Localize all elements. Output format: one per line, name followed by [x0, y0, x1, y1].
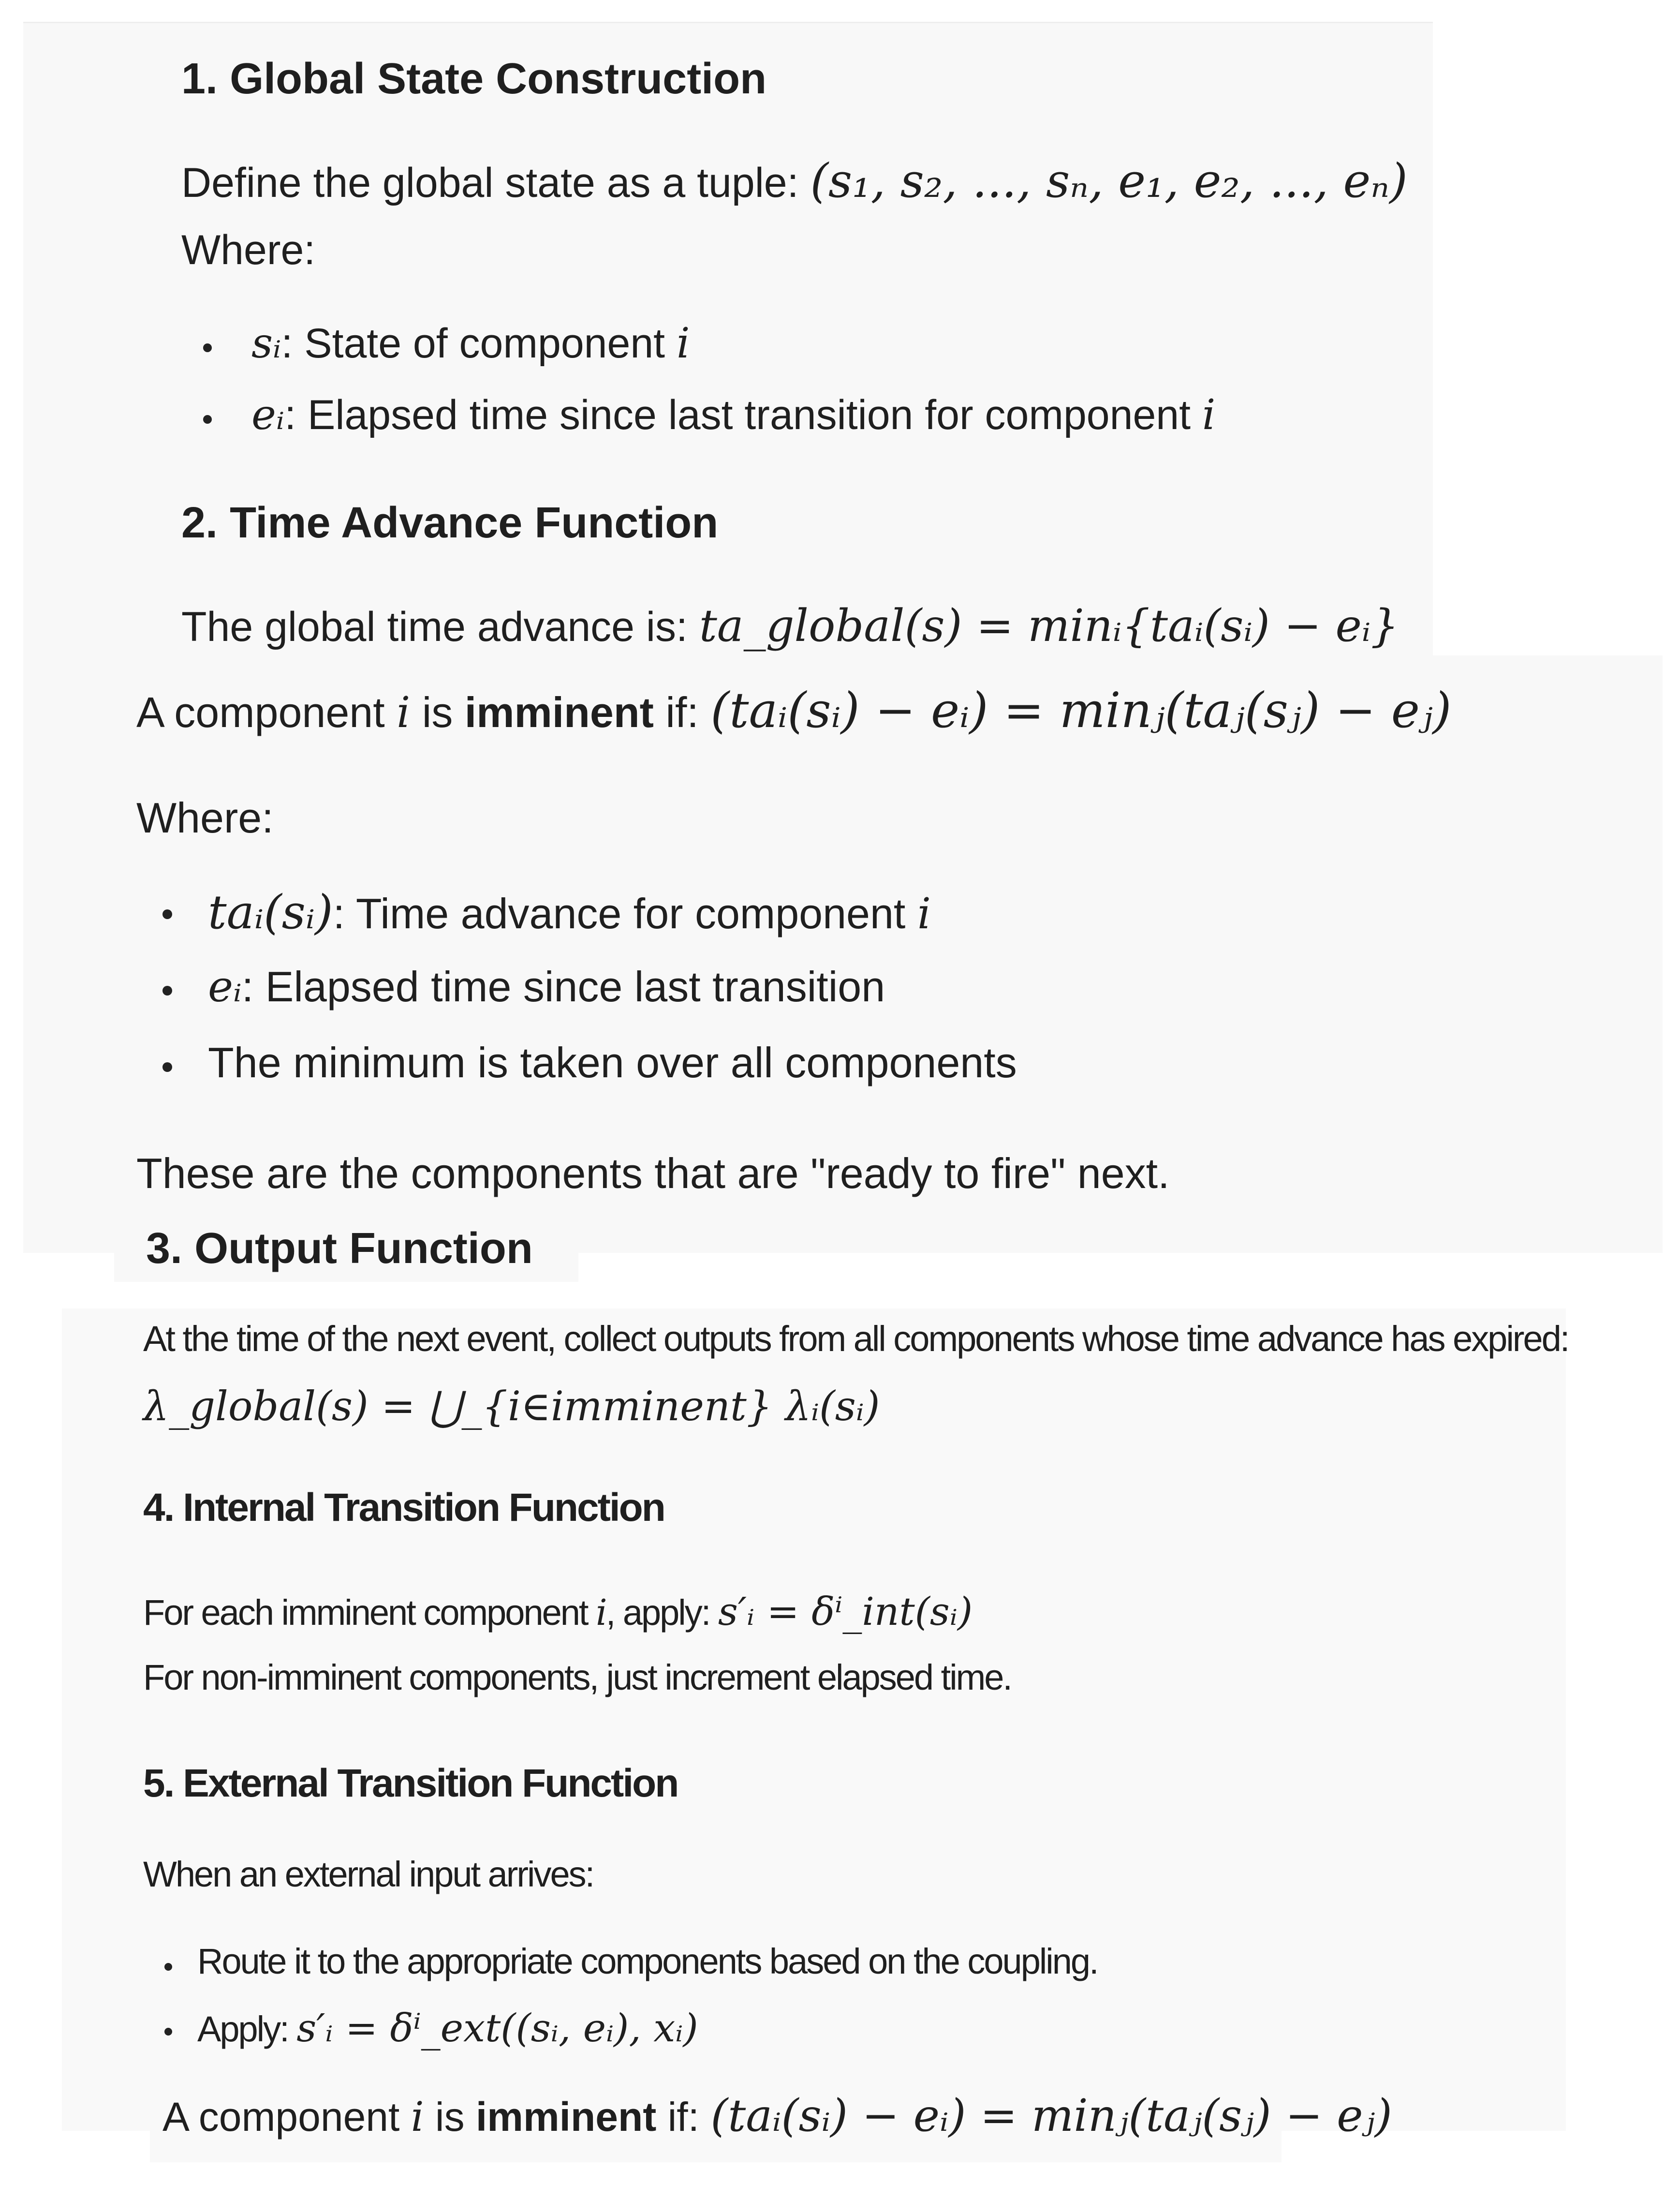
bullet-symbol: eᵢ	[251, 391, 285, 439]
imminent-suffix: if:	[665, 688, 699, 736]
bullet-var: i	[1202, 391, 1216, 439]
where2-bullet-2	[208, 962, 885, 1011]
section4-apply: , apply:	[605, 1592, 710, 1633]
section1-heading: 1. Global State Construction	[181, 55, 767, 103]
section1-intro: Define the global state as a tuple:	[181, 160, 799, 206]
section1-tuple: (s₁, s₂, ..., sₙ, e₁, e₂, ..., eₙ)	[810, 154, 1408, 208]
section4-var: i	[596, 1592, 606, 1634]
imminent-prefix: A component	[136, 688, 385, 736]
bullet-text: : Elapsed time since last transition for component	[284, 392, 1202, 438]
bullet-dot	[203, 415, 212, 424]
section5-heading: 5. External Transition Function	[143, 1761, 678, 1805]
section5-bullet-1: Route it to the appropriate components based on the coupling.	[197, 1941, 1098, 1981]
section2-intro: The global time advance is:	[181, 604, 688, 650]
where2-label: Where:	[136, 794, 274, 842]
bullet-symbol: eᵢ	[208, 962, 242, 1011]
bullet-var: i	[917, 889, 931, 938]
panel-top	[23, 22, 1433, 659]
section1-bullet-si	[251, 319, 690, 368]
section2-heading: 2. Time Advance Function	[181, 499, 719, 547]
bullet-dot	[162, 986, 172, 996]
bullet-symbol: taᵢ(sᵢ)	[208, 885, 333, 939]
section5-apply: Apply:	[197, 2009, 288, 2049]
imminent-bold: imminent	[475, 2094, 657, 2140]
imminent-formula: (taᵢ(sᵢ) − eᵢ) = minⱼ(taⱼ(sⱼ) − eⱼ)	[710, 682, 1452, 739]
imminent-bold: imminent	[464, 688, 654, 736]
where2-bullet-3: The minimum is taken over all components	[208, 1039, 1017, 1086]
section4-heading: 4. Internal Transition Function	[143, 1486, 664, 1530]
section2-line	[181, 600, 1399, 652]
bullet-dot	[164, 2028, 172, 2036]
bullet-dot	[162, 909, 172, 919]
imminent-var: i	[411, 2093, 424, 2140]
section3-formula: λ_global(s) = ⋃_{i∈imminent} λᵢ(sᵢ)	[143, 1382, 880, 1430]
section1-bullet-ei	[251, 391, 1215, 439]
bullet-var: i	[676, 319, 690, 368]
section5-formula: s′ᵢ = δⁱ_ext((sᵢ, eᵢ), xᵢ)	[296, 2006, 698, 2051]
section3-intro: At the time of the next event, collect outputs from all components whose time advance has expired:	[143, 1319, 1569, 1359]
section1-where: Where:	[181, 227, 316, 273]
bullet-dot	[162, 1062, 172, 1072]
section4-line2: For non-imminent components, just increment elapsed time.	[143, 1657, 1011, 1697]
section3-heading: 3. Output Function	[146, 1224, 533, 1273]
imminent-is: is	[435, 2094, 465, 2140]
imminent-var: i	[397, 687, 411, 737]
imminent-formula: (taᵢ(sᵢ) − eᵢ) = minⱼ(taⱼ(sⱼ) − eⱼ)	[710, 2090, 1392, 2141]
imminent-line-1	[136, 682, 1451, 739]
bullet-text: : Elapsed time since last transition	[241, 963, 885, 1011]
section1-intro-line	[181, 154, 1408, 208]
section2-formula: ta_global(s) = minᵢ{taᵢ(sᵢ) − eᵢ}	[699, 600, 1399, 652]
where2-note: These are the components that are "ready to fire" next.	[136, 1149, 1170, 1197]
bullet-text: : Time advance for component	[333, 890, 917, 937]
section4-line1-text: For each imminent component	[143, 1592, 588, 1633]
section5-bullet-2	[197, 2006, 698, 2051]
bullet-dot	[164, 1963, 172, 1971]
bullet-dot	[203, 343, 212, 352]
imminent-suffix: if:	[667, 2094, 699, 2140]
imminent-prefix: A component	[162, 2094, 400, 2140]
section3-formula-line	[143, 1382, 880, 1430]
bullet-text: : State of component	[281, 320, 677, 367]
imminent-line-2	[162, 2090, 1392, 2141]
section5-intro: When an external input arrives:	[143, 1854, 594, 1894]
imminent-is: is	[422, 688, 453, 736]
section4-formula: s′ᵢ = δⁱ_int(sᵢ)	[718, 1589, 973, 1634]
where2-bullet-1	[208, 885, 931, 939]
bullet-symbol: sᵢ	[251, 319, 281, 368]
section4-line1	[143, 1589, 973, 1634]
